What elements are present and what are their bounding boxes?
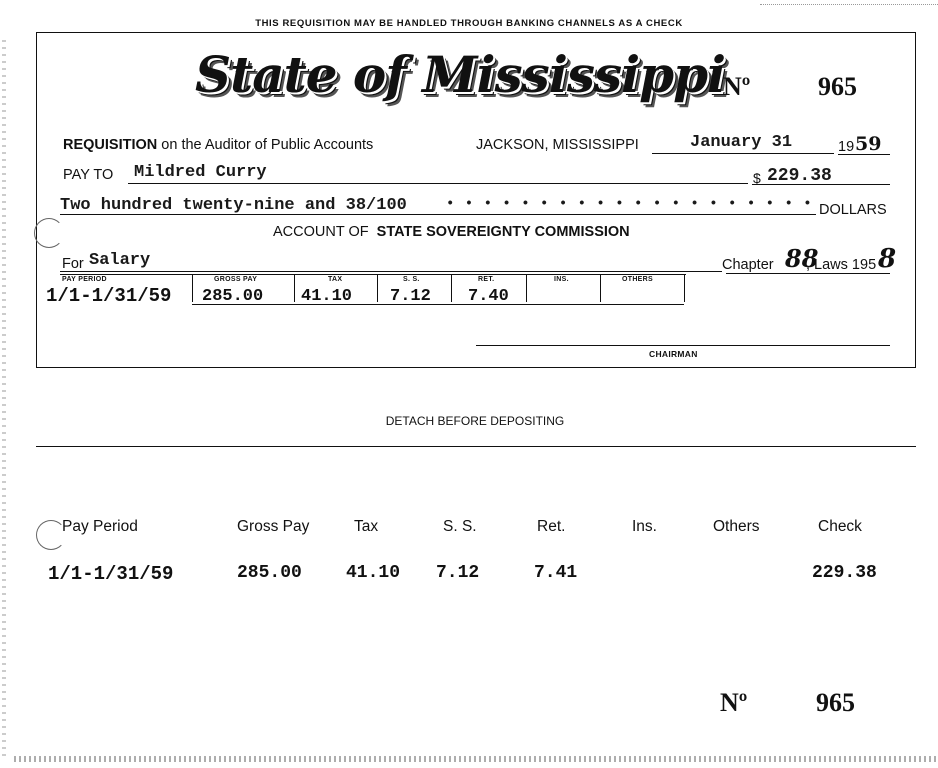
ded-head-ins: INS. xyxy=(554,276,569,283)
stub-head-gross-pay: Gross Pay xyxy=(237,518,310,535)
laws-label: , Laws 195 xyxy=(806,257,877,273)
ded-head-tax: TAX xyxy=(328,276,343,283)
account-of-label: ACCOUNT OF xyxy=(273,224,369,240)
bottom-torn-edge xyxy=(14,756,938,762)
chairman-label: CHAIRMAN xyxy=(649,349,698,359)
stub-head-ins: Ins. xyxy=(632,518,657,535)
pay-to-label: PAY TO xyxy=(63,167,114,183)
laws-value: 8 xyxy=(878,244,897,274)
punch-hole-mark xyxy=(34,218,64,248)
requisition-line xyxy=(63,137,373,153)
requisition-label: REQUISITION xyxy=(63,137,158,153)
for-label: For xyxy=(62,256,84,272)
stub-head-check: Check xyxy=(818,518,862,535)
stub-number: 965 xyxy=(816,688,855,717)
stub-head-ret: Ret. xyxy=(537,518,566,535)
ded-pay-period: 1/1-1/31/59 xyxy=(46,285,172,307)
stub-head-pay-period: Pay Period xyxy=(62,518,138,535)
stub-check: 229.38 xyxy=(812,563,877,583)
ded-ss: 7.12 xyxy=(390,287,431,306)
stub-ret: 7.41 xyxy=(534,563,578,583)
account-of-line xyxy=(273,224,630,240)
ded-head-others: OTHERS xyxy=(622,276,653,283)
banking-notice: THIS REQUISITION MAY BE HANDLED THROUGH BANKING CHANNELS AS A CHECK xyxy=(255,18,683,29)
stub-head-others: Others xyxy=(713,518,760,535)
ded-ret: 7.40 xyxy=(468,287,509,306)
dollars-label: DOLLARS xyxy=(819,202,887,218)
state-of-mississippi-logo: State of Mississippi xyxy=(195,45,726,104)
chapter-label: Chapter xyxy=(722,257,774,273)
year-suffix: 59 xyxy=(855,133,882,155)
stub-gross-pay: 285.00 xyxy=(237,563,302,583)
chapter-value: 88 xyxy=(785,244,819,273)
ded-tax: 41.10 xyxy=(301,287,353,306)
left-perforation-edge xyxy=(2,40,6,760)
amount-figure: 229.38 xyxy=(767,166,832,186)
stub-tax: 41.10 xyxy=(346,563,401,583)
stub-ss: 7.12 xyxy=(436,563,480,583)
stub-head-tax: Tax xyxy=(354,518,379,535)
for-value: Salary xyxy=(89,251,151,270)
city-label: JACKSON, MISSISSIPPI xyxy=(476,137,639,153)
account-name: STATE SOVEREIGNTY COMMISSION xyxy=(376,224,630,240)
currency-sign: $ xyxy=(753,170,761,186)
ded-gross-pay: 285.00 xyxy=(202,287,264,306)
stub-number-label: Nº xyxy=(720,688,748,717)
requisition-label-rest: on the Auditor of Public Accounts xyxy=(161,137,374,153)
perforation-dotted-line xyxy=(760,4,938,5)
stub-pay-period: 1/1-1/31/59 xyxy=(48,563,174,585)
check-number: 965 xyxy=(818,72,857,101)
check-number-label: Nº xyxy=(723,72,751,101)
amount-in-words: Two hundred twenty-nine and 38/100 xyxy=(60,196,407,215)
ded-head-ret: RET. xyxy=(478,276,495,283)
date-value: January 31 xyxy=(690,133,793,152)
amount-dots: • • • • • • • • • • • • • • • • • • • • xyxy=(446,196,813,212)
year-prefix: 19 xyxy=(838,139,855,155)
ded-head-pay-period: PAY PERIOD xyxy=(62,276,107,283)
ded-head-ss: S. S. xyxy=(403,276,420,283)
ded-head-gross-pay: GROSS PAY xyxy=(214,276,258,283)
payee-name: Mildred Curry xyxy=(134,163,267,182)
detach-notice: DETACH BEFORE DEPOSITING xyxy=(385,414,565,428)
stub-head-ss: S. S. xyxy=(443,518,477,535)
